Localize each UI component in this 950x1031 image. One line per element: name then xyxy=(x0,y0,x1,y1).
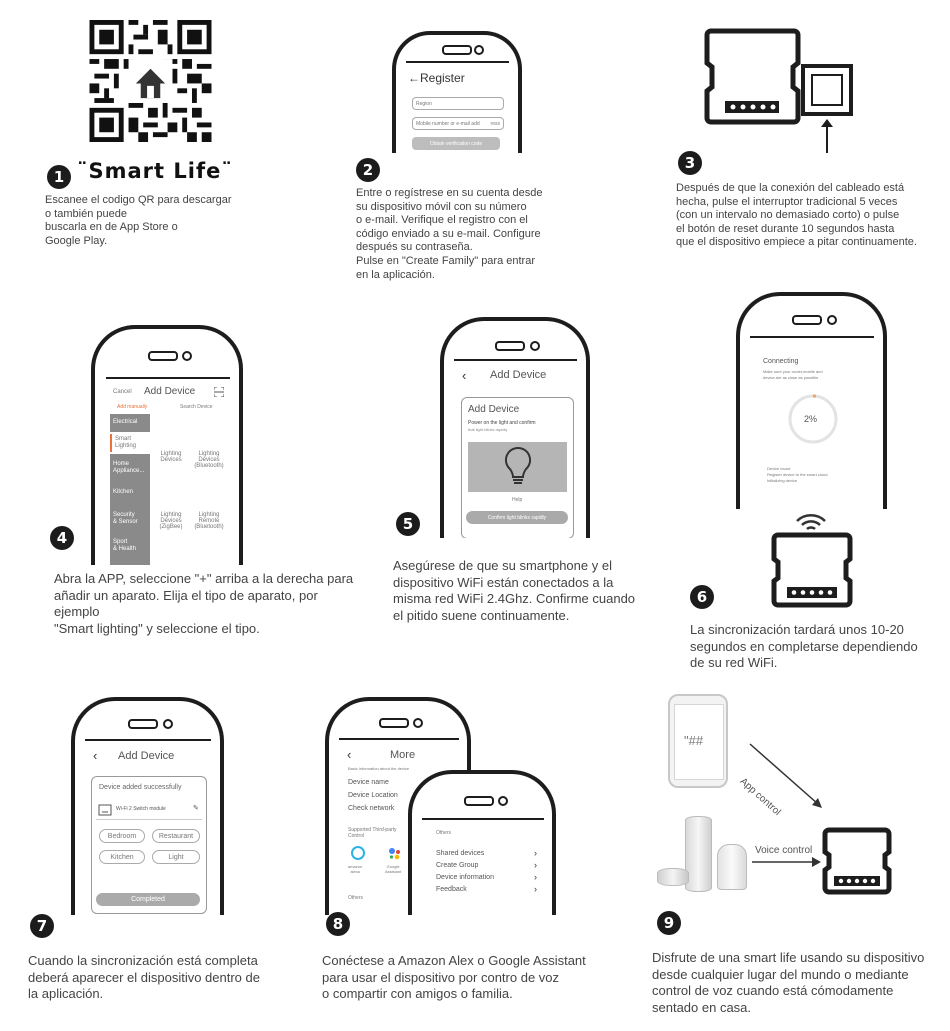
others-right-label: Others xyxy=(436,830,452,836)
success-card xyxy=(91,776,207,914)
success-message: Device added successfully xyxy=(99,784,182,791)
step-6-description: La sincronización tardará unos 10-20 segundos en completarse dependiendo de su red WiFi. xyxy=(690,622,918,670)
smart-speakers-illustration xyxy=(655,800,750,895)
more-title: More xyxy=(390,749,416,761)
category-electrical[interactable]: Electrical xyxy=(113,419,138,425)
menu-device-name[interactable]: Device name xyxy=(348,779,389,786)
alexa-label: amazon alexa xyxy=(348,864,363,874)
add-device-title: Add Device xyxy=(490,369,547,381)
category-sidebar xyxy=(110,414,150,565)
connecting-hint-1: Make sure your router,mobile and xyxy=(763,369,823,374)
connecting-title: Connecting xyxy=(763,358,799,365)
smart-life-title: ¨Smart Life¨ xyxy=(77,159,233,183)
menu-create-group[interactable]: Create Group xyxy=(436,862,479,869)
step-8-description: Conéctese a Amazon Alex o Google Assistant para usar el dispositivo por contro de voz o compartir con amigos o familia. xyxy=(322,953,586,1001)
step-4-badge: 4 xyxy=(50,526,74,550)
step-2-badge: 2 xyxy=(356,158,380,182)
smartphone-illustration xyxy=(668,694,728,788)
echo-dot-icon xyxy=(657,868,689,886)
category-kitchen[interactable]: Kitchen xyxy=(113,489,134,495)
device-found-1: Device found xyxy=(767,466,791,471)
connecting-hint-2: device are as close as possible xyxy=(763,375,819,380)
device-name: Wi-Fi 2 Switch module xyxy=(116,806,166,812)
step-5-description: Asegúrese de que su smartphone y el dispositivo WiFi están conectados a la misma red WiFi 2.4Ghz. Confirme cuando el pitido suene continuamente. xyxy=(393,558,636,623)
menu-device-information[interactable]: Device information xyxy=(436,874,494,881)
step-7-description: Cuando la sincronización está completa deberá aparecer el dispositivo dentro de la aplicación. xyxy=(28,953,260,1001)
lightbulb-icon xyxy=(504,446,532,488)
back-chevron-icon[interactable]: ‹ xyxy=(347,747,352,762)
device-added-phone xyxy=(71,697,224,915)
register-title: Register xyxy=(420,71,465,85)
bulb-illustration xyxy=(468,442,567,492)
app-control-label: App control xyxy=(737,776,783,819)
menu-feedback[interactable]: Feedback xyxy=(436,886,467,893)
card-title: Add Device xyxy=(468,404,520,415)
add-device-phone-categories xyxy=(91,325,243,565)
chevron-right-icon: › › › › xyxy=(534,848,537,894)
completed-button[interactable]: Completed xyxy=(96,893,200,906)
step-9-badge: 9 xyxy=(657,911,681,935)
category-selected-marker xyxy=(110,434,112,452)
add-device-card xyxy=(461,397,574,538)
card-instruction-2: that light blinks rapidly xyxy=(468,427,508,432)
progress-percent: 2% xyxy=(804,414,818,424)
phone-glyph: "## xyxy=(684,733,704,748)
back-chevron-icon[interactable]: ‹ xyxy=(462,368,467,383)
google-home-icon xyxy=(717,844,747,890)
wifi-switch-module-icon xyxy=(771,531,853,609)
item-lighting-remote[interactable]: Lighting Remote (Bluetooth) xyxy=(194,512,224,530)
step-9-description: Disfrute de una smart life usando su dispositivo desde cualquier lugar del mundo o mediante control de voz cuando está cómodamente sentado en casa. xyxy=(652,950,925,1015)
room-bedroom[interactable]: Bedroom xyxy=(99,829,145,843)
add-device-title: Add Device xyxy=(144,386,196,397)
item-lighting-zigbee[interactable]: Lighting Devices (ZigBee) xyxy=(159,512,183,530)
item-lighting-devices[interactable]: Lighting Devices xyxy=(160,451,182,463)
third-party-label: Supported Third-party Control xyxy=(348,827,397,839)
switch-module-icon xyxy=(98,804,112,816)
step-3-badge: 3 xyxy=(678,151,702,175)
item-lighting-bluetooth[interactable]: Lighting Devices (Bluetooth) xyxy=(194,451,224,469)
voice-control-arrow-icon xyxy=(752,856,822,868)
mobile-email-field[interactable]: Mobile number or e-mail add ress xyxy=(412,117,504,130)
category-smart-lighting[interactable]: Smart Lighting xyxy=(115,436,137,449)
wifi-switch-module-icon xyxy=(703,27,802,126)
tab-add-manually[interactable]: Add manually xyxy=(117,404,148,410)
device-row[interactable] xyxy=(96,801,202,820)
wifi-signal-icon xyxy=(795,513,827,531)
obtain-code-button[interactable]: Obtain verification code xyxy=(412,137,500,150)
connecting-phone xyxy=(736,292,887,509)
google-label: Google Assistant xyxy=(385,864,402,874)
basic-info-label: Basic information about the device xyxy=(348,766,410,771)
more-menu-phone xyxy=(408,770,556,915)
room-kitchen[interactable]: Kitchen xyxy=(99,850,145,864)
confirm-blink-phone xyxy=(440,317,590,538)
menu-shared-devices[interactable]: Shared devices xyxy=(436,850,485,857)
room-restaurant[interactable]: Restaurant xyxy=(152,829,200,843)
device-found-2: Register device to the smart cloud xyxy=(767,472,828,477)
add-device-title: Add Device xyxy=(118,750,175,762)
help-link[interactable]: Help xyxy=(512,497,523,503)
category-home-appliance[interactable]: Home Appliance... xyxy=(113,461,145,474)
alexa-icon[interactable] xyxy=(351,846,365,860)
menu-device-location[interactable]: Device Location xyxy=(348,792,398,799)
category-sport-health[interactable]: Sport & Health xyxy=(113,539,137,552)
room-light[interactable]: Light xyxy=(152,850,200,864)
confirm-blink-button[interactable]: Confirm light blinks rapidly xyxy=(466,511,568,524)
device-found-3: Initializing device xyxy=(767,478,798,483)
others-left-label: Others xyxy=(348,895,364,901)
echo-speaker-icon xyxy=(685,816,712,892)
step-4-description: Abra la APP, seleccione "+" arriba a la derecha para añadir un aparato. Elija el tipo de aparato, por ejemplo "Smart lighting" y seleccione el tipo. xyxy=(54,571,354,636)
step-3-description: Después de que la conexión del cableado está hecha, pulse el interruptor tradicional 5 veces (con un intervalo no demasiado corto) o pulse el botón de reset durante 10 segundos hasta que el dispositivo empiece a pitar continuamente. xyxy=(676,182,917,249)
wifi-switch-module-icon xyxy=(822,826,892,896)
edit-pencil-icon[interactable]: ✎ xyxy=(193,805,199,812)
voice-control-label: Voice control xyxy=(755,845,813,856)
step-1-badge: 1 xyxy=(47,165,71,189)
card-instruction-1: Power on the light and confirm xyxy=(468,420,536,426)
region-field[interactable]: Region xyxy=(412,97,504,110)
step-1-description: Escanee el codigo QR para descargar o también puede buscarla en de App Store o Google Play. xyxy=(45,194,232,247)
cancel-link[interactable]: Cancel xyxy=(113,389,132,395)
tab-search-device[interactable]: Search Device xyxy=(180,404,213,410)
scan-icon[interactable] xyxy=(214,387,224,397)
qr-code[interactable] xyxy=(88,20,213,142)
category-security-sensor[interactable]: Security & Sensor xyxy=(113,512,138,525)
back-chevron-icon[interactable]: ‹ xyxy=(93,748,98,763)
step-8-badge: 8 xyxy=(326,912,350,936)
wall-switch-icon xyxy=(800,63,854,153)
back-arrow-icon[interactable]: ← xyxy=(408,71,420,85)
menu-check-network[interactable]: Check network xyxy=(348,805,395,812)
step-6-badge: 6 xyxy=(690,585,714,609)
step-5-badge: 5 xyxy=(396,512,420,536)
google-assistant-icon[interactable] xyxy=(387,846,403,862)
step-7-badge: 7 xyxy=(30,914,54,938)
step-2-description: Entre o regístrese en su cuenta desde su dispositivo móvil con su número o e-mail. Verifique el registro con el código enviado a su e-mail. Configure después su contraseña. Pulse en "Create Family" para entrar en la aplicación. xyxy=(356,187,543,281)
register-phone xyxy=(392,31,522,153)
